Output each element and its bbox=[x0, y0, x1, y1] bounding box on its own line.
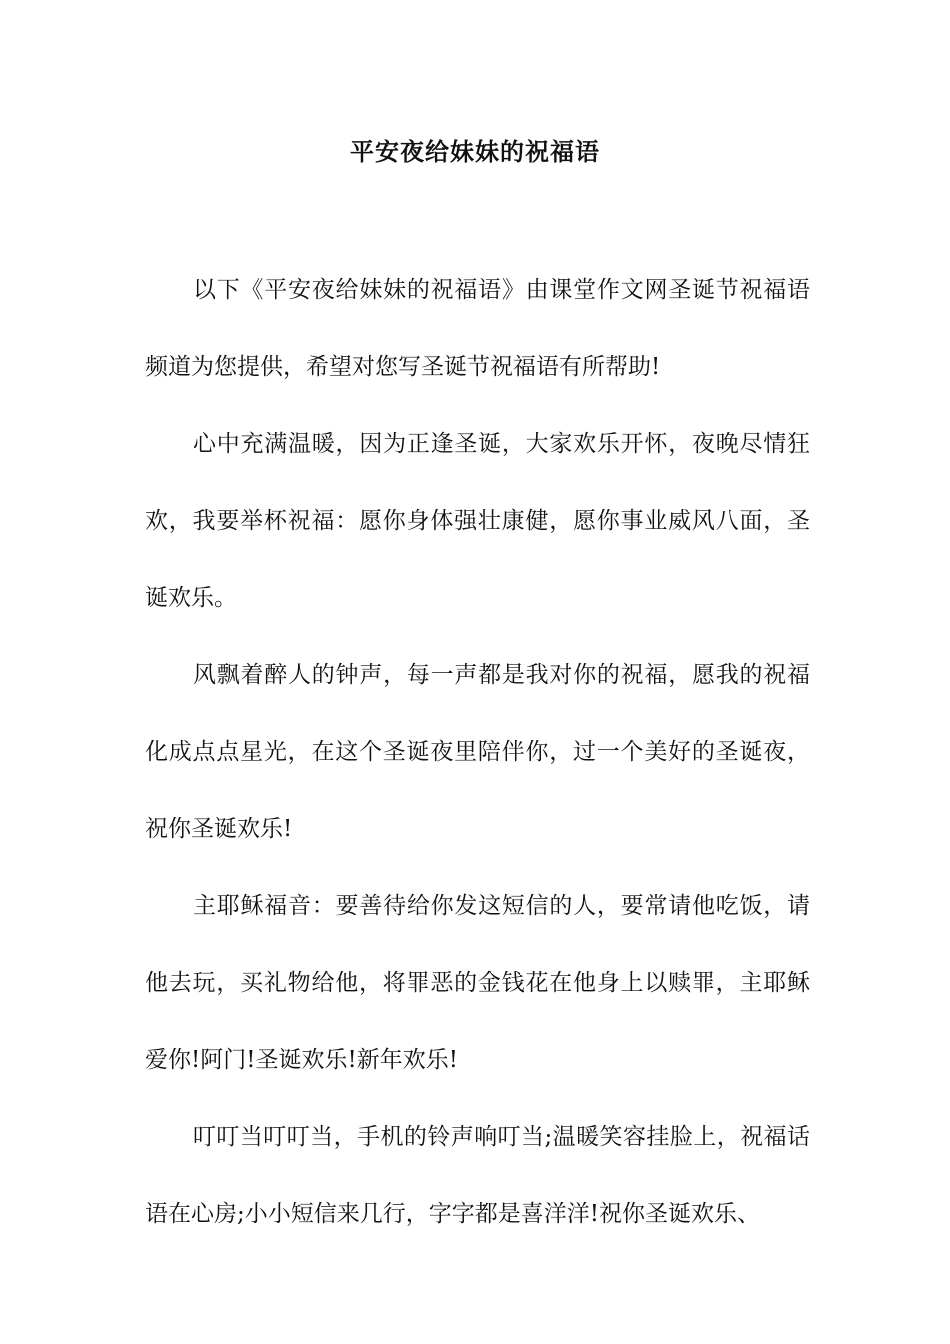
paragraph-blessing-1: 心中充满温暖，因为正逢圣诞，大家欢乐开怀，夜晚尽情狂欢，我要举杯祝福：愿你身体强壮康健，愿你事业威风八面，圣诞欢乐。 bbox=[145, 431, 810, 611]
paragraph-blessing-2: 风飘着醉人的钟声，每一声都是我对你的祝福，愿我的祝福化成点点星光，在这个圣诞夜里陪伴你，过一个美好的圣诞夜，祝你圣诞欢乐! bbox=[145, 662, 810, 842]
paragraph-blessing-4: 叮叮当叮叮当，手机的铃声响叮当;温暖笑容挂脸上，祝福话语在心房;小小短信来几行，字字都是喜洋洋!祝你圣诞欢乐、 bbox=[145, 1124, 810, 1227]
paragraph-blessing-3: 主耶稣福音：要善待给你发这短信的人，要常请他吃饭，请他去玩，买礼物给他，将罪恶的金钱花在他身上以赎罪，主耶稣爱你!阿门!圣诞欢乐!新年欢乐! bbox=[145, 893, 810, 1073]
document-body bbox=[145, 252, 810, 1253]
document-title: 平安夜给妹妹的祝福语 bbox=[350, 137, 600, 166]
paragraph-intro: 以下《平安夜给妹妹的祝福语》由课堂作文网圣诞节祝福语频道为您提供，希望对您写圣诞节祝福语有所帮助! bbox=[145, 277, 810, 380]
